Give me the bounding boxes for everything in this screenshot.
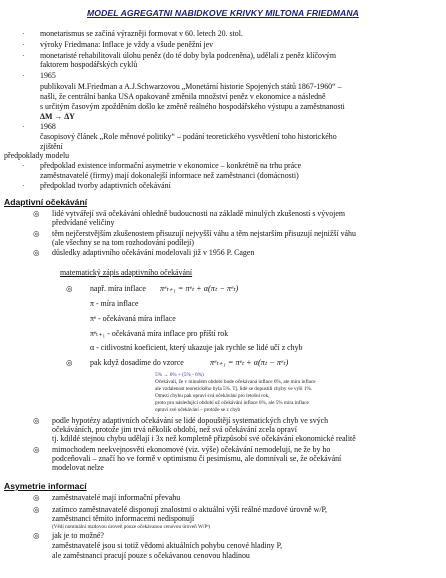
math-heading: matematický zápis adaptivního očekávání — [60, 268, 193, 277]
bullet-dot: · — [22, 40, 25, 49]
intro-line-11: časopisový článek „Role měnové politiky“ – podání teoretického vysvětlení toho historického — [40, 132, 337, 141]
substitute-label: pak když dosadíme do vzorce — [90, 358, 184, 367]
circle-bullet-icon: ◎ — [33, 505, 40, 514]
def-line-3: πᵉₜ₊₁ - očekávaná míra inflace pro příští rok — [90, 329, 229, 338]
circle-bullet-icon: ◎ — [66, 358, 73, 367]
intro-line-10: 1968 — [40, 122, 56, 131]
def-line-1: π - míra inflace — [90, 299, 139, 308]
bias-line-2: podceňovali – značí ho ve formě v optimismu či pesimismu, ale domnívali se, že očekávání — [52, 454, 342, 463]
example-label: např. míra inflace — [90, 284, 146, 293]
bullet-dot: · — [22, 51, 25, 60]
asym-note: (Vědí nominální mzdovou úroveň pouze očekávanou cenovou úroveň W/Pᵉ) — [52, 524, 211, 530]
predpoklady-heading: předpoklady modelu — [4, 151, 70, 160]
bias-line-3: modelovat nelze — [52, 463, 104, 472]
circle-bullet-icon: ◎ — [33, 531, 40, 540]
circle-bullet-icon: ◎ — [33, 416, 40, 425]
def-line-2: πᵉ - očekávaná míra inflace — [90, 314, 176, 323]
note-line-2: ale vzdalenost teoretického byla 5%. Tj. lidé se dopustili chyby ve výši 1%. — [155, 386, 313, 392]
hypothesis-line-2: očekáváních, protože jim trvá několik období, než svá očekávání zcela opraví — [52, 425, 297, 434]
circle-bullet-icon: ◎ — [33, 493, 40, 502]
circle-bullet-icon: ◎ — [33, 248, 40, 257]
adaptive-formula: πᵉₜ₊₁ = πᵉₜ + α(πₜ − πᵉₜ) — [160, 284, 239, 293]
bullet-dot: · — [22, 161, 25, 170]
bias-line-1: mimochodem neekvejnosvěti ekonomové (viz. výše) očekávání nemodelují, ne že by ho — [52, 445, 331, 454]
bullet-dot: · — [22, 122, 25, 131]
bullet-dot: · — [22, 181, 25, 190]
adaptivni-heading: Adaptivní očekávání — [4, 197, 88, 207]
intro-line-2: výroky Friedmana: Inflace je vždy a všude peněžní jev — [40, 40, 214, 49]
adaptivni-line-5: důsledky adaptivního očekávání modelovali již v 1956 P. Cagen — [52, 248, 255, 257]
substituted-formula: πᵉₜ₊₁ = πᵉₜ + α(πₜ − πᵉₜ) — [210, 358, 289, 367]
intro-line-7: našli, že centrální banka USA opakovaně změnila množství peněz v ekonomice a následně — [40, 92, 326, 101]
circle-bullet-icon: ◎ — [66, 284, 73, 293]
note-line-3: Omezí chybu pak opraví svá očekávání pro letošní rok, — [155, 393, 270, 399]
asym-line-4: jak je to možné? — [52, 531, 104, 540]
asym-line-2: zatímco zaměstnavatelé disponují znalostmi o aktuální výši reálné mzdové úrovně w/P, — [52, 505, 327, 514]
adaptivni-line-2: předvídané veličiny — [52, 218, 115, 227]
bullet-dot: · — [22, 29, 25, 38]
intro-line-6: publikovali M.Friedman a A.J.Schwarzovou „Monetární historie Spojených států 1867-1960“ – — [40, 82, 342, 91]
predpoklady-line-3: předpoklad tvorby adaptivních očekávání — [40, 181, 171, 190]
intro-line-8: s určitým časovým zpožděním došlo ke změně reálného hospodářského výstupu a zaměstnanosti — [40, 102, 345, 111]
predpoklady-line-2: zaměstnavatelé (firmy) mají dokonalejší informace než zaměstnanci (domácnosti) — [40, 171, 299, 180]
intro-line-1: monetarismus se začíná výrazněji formovat v 60. letech 20. stol. — [40, 29, 243, 38]
note-line-1: Očekávali, že v minulém období bude očekávaná inflace 6%, ale míra inflace — [155, 379, 316, 385]
def-line-4: α - citlivostní koeficient, který ukazuje jak rychle se lidé učí z chyb — [90, 343, 303, 352]
predpoklady-line-1: předpoklad existence informační asymetrie v ekonomice – konkrétně na trhu práce — [40, 161, 302, 170]
hypothesis-line-3: tj. kdildé stejnou chybu udělají i 3x než kompletně přizpůsobí své očekávání ekonomické realitě — [52, 434, 356, 443]
intro-line-5: 1965 — [40, 71, 56, 80]
adaptivni-line-4: (ale všechny se na tom rozhodování podílejí) — [52, 238, 194, 247]
asymetrie-heading: Asymetrie informací — [4, 481, 87, 491]
asym-line-6: ale zaměstnanci pracují pouze s očekávanou cenovou hladinou — [52, 551, 250, 560]
circle-bullet-icon: ◎ — [33, 229, 40, 238]
hypothesis-line-1: podle hypotézy adaptivních očekávání se lidé dopouštějí systematických chyb ve svých — [52, 416, 329, 425]
asym-line-5: zaměstnavatelé jsou si totiž vědomi aktuálních pohybu cenové hladiny P, — [52, 541, 283, 550]
adaptivni-line-1: lidé vytvářejí svá očekávání ohledně budoucnosti na základě minulých zkušeností s vývojem — [52, 209, 345, 218]
intro-line-4: faktorem hospodářských cyklů — [40, 60, 138, 69]
circle-bullet-icon: ◎ — [33, 209, 40, 218]
intro-line-9: ΔM → ΔY — [40, 112, 75, 121]
intro-line-3: monetaristé rehabilitovali úlohu peněz (do té doby byla podceněna), udělali z peněz klíčovým — [40, 51, 337, 60]
adaptivni-line-3: těm nejčerstvějším zkušenostem přisuzují nejvyšší váhu a těm nejstarším přisuzují nejnižší váhu — [52, 229, 356, 238]
numeric-example: 5% → 6% + (5% - 6%) — [155, 372, 204, 378]
bullet-dot: · — [22, 71, 25, 80]
document-title: MODEL AGREGATNI NABIDKOVE KRIVKY MILTONA FRIEDMANA — [87, 8, 359, 18]
asym-line-3: zaměstnanci těmito informacemi nedisponují — [52, 514, 195, 523]
intro-line-12: zjištění — [40, 142, 63, 151]
note-line-5: opraví své očekávání – protože se z chyb — [155, 407, 241, 413]
asym-line-1: zaměstnavatelé mají informační převahu — [52, 493, 181, 502]
circle-bullet-icon: ◎ — [33, 445, 40, 454]
note-line-4: proto pro následující období už očekávání inflace 6%, ale 5% míra inflace — [155, 400, 309, 406]
